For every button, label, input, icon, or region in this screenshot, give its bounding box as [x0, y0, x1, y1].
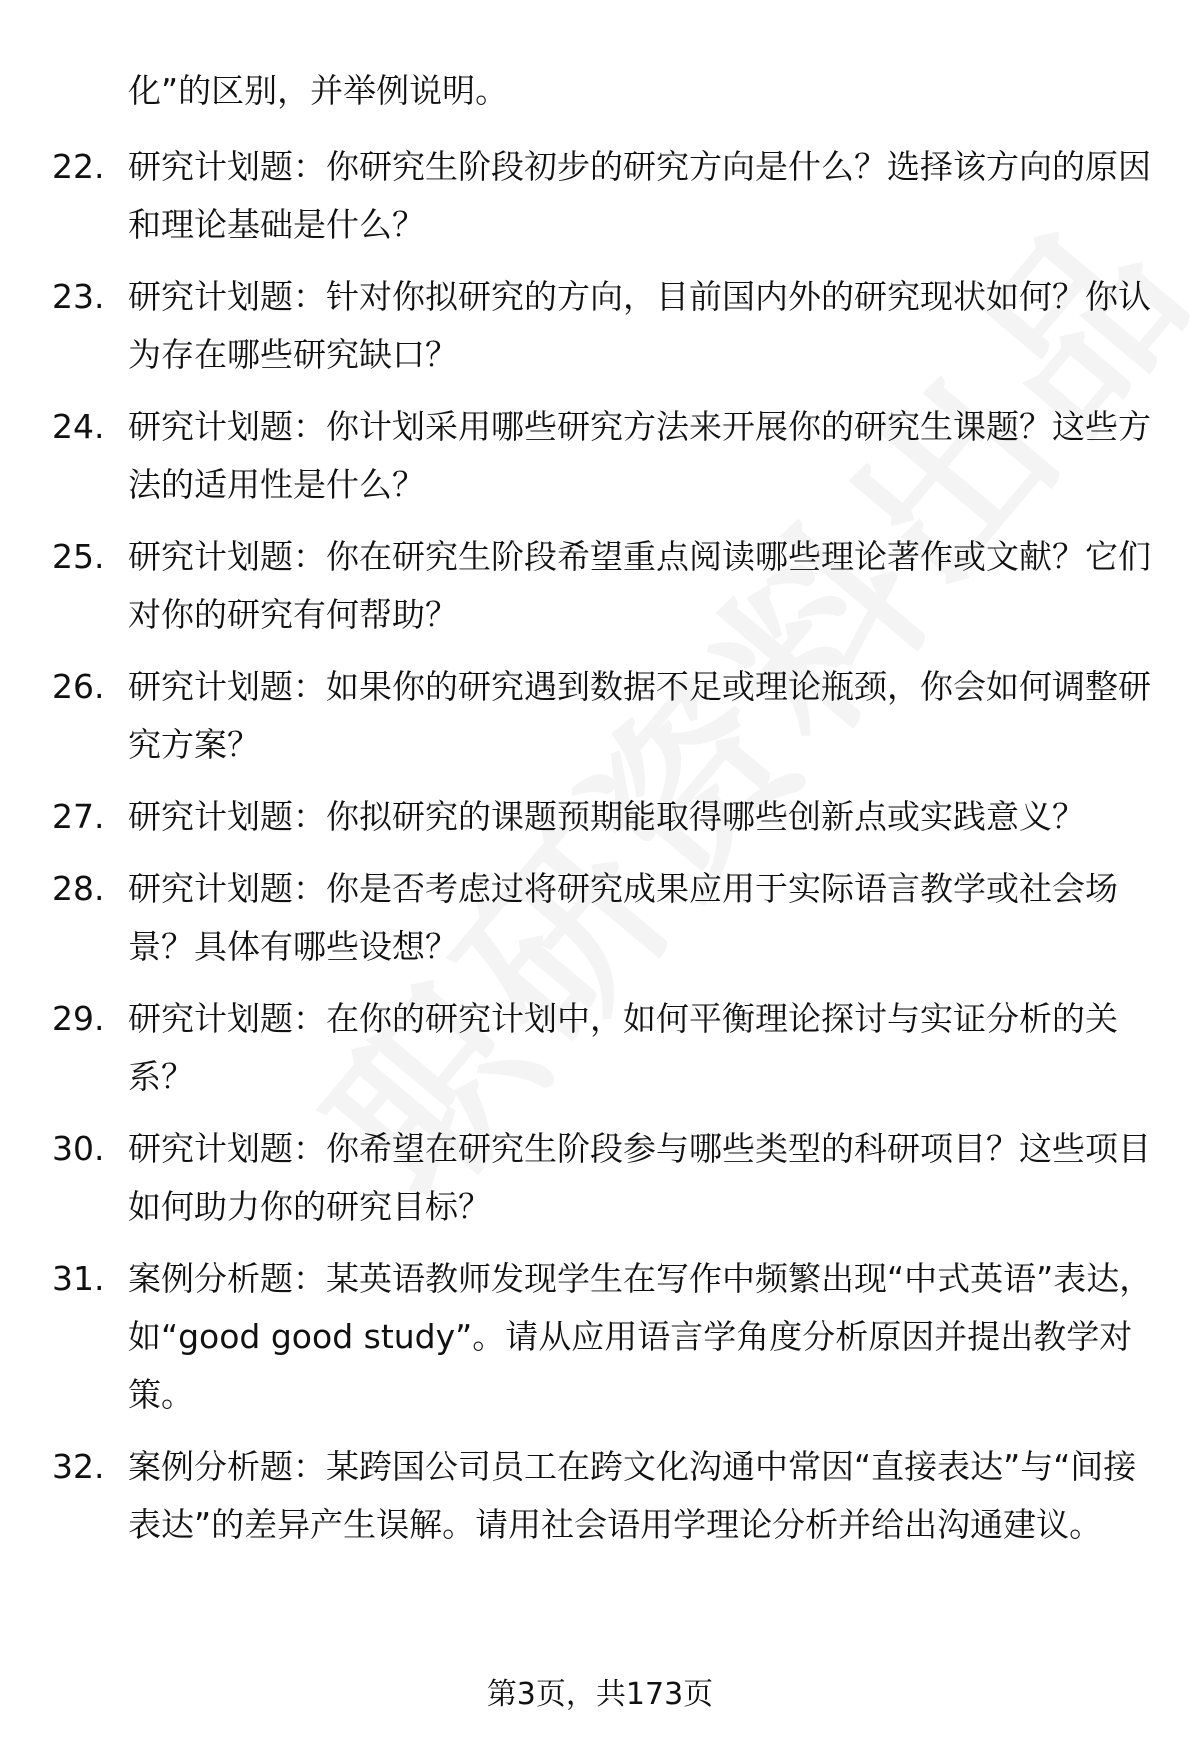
question-text: 研究计划题：在你的研究计划中，如何平衡理论探讨与实证分析的关系？ — [128, 999, 1118, 1096]
question-item — [0, 990, 1200, 1106]
question-text: 研究计划题：你在研究生阶段希望重点阅读哪些理论著作或文献？它们对你的研究有何帮助？ — [128, 537, 1151, 634]
question-number: 23. — [52, 277, 105, 316]
continuation-text: 化”的区别，并举例说明。 — [128, 71, 509, 110]
question-text: 研究计划题：你计划采用哪些研究方法来开展你的研究生课题？这些方法的适用性是什么？ — [128, 407, 1151, 504]
page-footer: 第3页，共173页 — [486, 1677, 714, 1712]
question-number: 30. — [52, 1129, 105, 1168]
question-item — [0, 138, 1200, 254]
question-text: 研究计划题：针对你拟研究的方向，目前国内外的研究现状如何？你认为存在哪些研究缺口？ — [128, 277, 1151, 374]
question-number: 32. — [52, 1447, 105, 1486]
question-item — [0, 268, 1200, 384]
question-item — [0, 528, 1200, 644]
question-item — [0, 1120, 1200, 1236]
question-text: 研究计划题：你研究生阶段初步的研究方向是什么？选择该方向的原因和理论基础是什么？ — [128, 147, 1151, 244]
question-number: 26. — [52, 667, 105, 706]
question-text: 案例分析题：某跨国公司员工在跨文化沟通中常因“直接表达”与“间接表达”的差异产生误解。请用社会语用学理论分析并给出沟通建议。 — [128, 1447, 1137, 1544]
question-number: 24. — [52, 407, 105, 446]
question-number: 29. — [52, 999, 105, 1038]
question-number: 25. — [52, 537, 105, 576]
question-number: 22. — [52, 147, 105, 186]
question-text: 研究计划题：如果你的研究遇到数据不足或理论瓶颈，你会如何调整研究方案？ — [128, 667, 1151, 764]
question-item — [0, 658, 1200, 774]
question-text: 研究计划题：你拟研究的课题预期能取得哪些创新点或实践意义？ — [128, 797, 1085, 836]
question-item — [0, 398, 1200, 514]
question-item — [0, 860, 1200, 976]
question-number: 27. — [52, 797, 105, 836]
question-item — [0, 1438, 1200, 1554]
question-text: 研究计划题：你是否考虑过将研究成果应用于实际语言教学或社会场景？具体有哪些设想？ — [128, 869, 1118, 966]
question-item — [0, 1250, 1200, 1424]
question-text: 研究计划题：你希望在研究生阶段参与哪些类型的科研项目？这些项目如何助力你的研究目标？ — [128, 1129, 1151, 1226]
question-text: 案例分析题：某英语教师发现学生在写作中频繁出现“中式英语”表达，如“good good study”。请从应用语言学角度分析原因并提出教学对策。 — [128, 1259, 1153, 1414]
question-item — [0, 788, 1200, 846]
question-list — [0, 138, 1200, 1568]
question-number: 28. — [52, 869, 105, 908]
question-number: 31. — [52, 1259, 105, 1298]
